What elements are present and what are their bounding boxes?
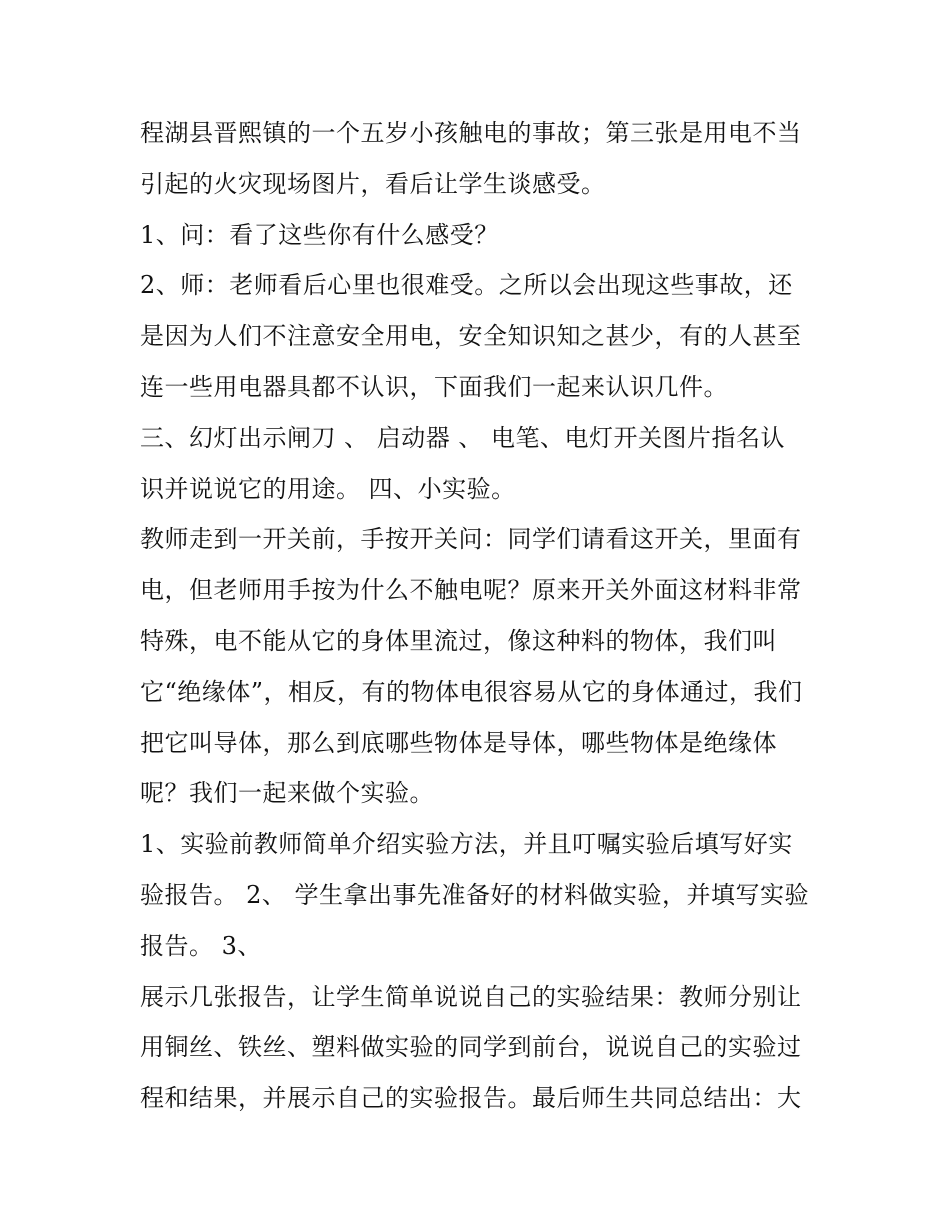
- text-line: 识并说说它的用途。 四、小实验。: [140, 474, 516, 503]
- text-line: 2、师：老师看后心里也很难受。之所以会出现这些事故，还: [140, 271, 793, 300]
- text-line: 三、幻灯出示闸刀 、 启动器 、 电笔、电灯开关图片指名认: [140, 423, 786, 452]
- document-body: [140, 108, 820, 1124]
- text-line: 教师走到一开关前，手按开关问：同学们请看这开关，里面有: [140, 525, 802, 554]
- text-line: 电，但老师用手按为什么不触电呢？原来开关外面这材料非常: [140, 576, 802, 605]
- text-line: 程和结果，并展示自己的实验报告。最后师生共同总结出：大: [140, 1084, 802, 1113]
- text-line: 报告。 3、: [140, 931, 262, 960]
- text-line: 把它叫导体，那么到底哪些物体是导体，哪些物体是绝缘体: [140, 728, 777, 757]
- text-line: 用铜丝、铁丝、塑料做实验的同学到前台，说说自己的实验过: [140, 1033, 802, 1062]
- text-line: 引起的火灾现场图片，看后让学生谈感受。: [140, 169, 606, 198]
- text-line: 验报告。 2、 学生拿出事先准备好的材料做实验，并填写实验: [140, 880, 810, 909]
- text-line: 呢？我们一起来做个实验。: [140, 779, 434, 808]
- text-line: 展示几张报告，让学生简单说说自己的实验结果：教师分别让: [140, 982, 802, 1011]
- text-line: 是因为人们不注意安全用电，安全知识知之甚少，有的人甚至: [140, 322, 802, 351]
- text-line: 它“绝缘体”，相反，有的物体电很容易从它的身体通过，我们: [140, 677, 803, 706]
- text-line: 程湖县晋熙镇的一个五岁小孩触电的事故；第三张是用电不当: [140, 119, 802, 147]
- text-line: 连一些用电器具都不认识，下面我们一起来认识几件。: [140, 372, 728, 401]
- text-line: 特殊，电不能从它的身体里流过，像这种料的物体，我们叫: [140, 626, 777, 655]
- text-line: 1、问：看了这些你有什么感受？: [140, 220, 499, 249]
- text-line: 1、实验前教师简单介绍实验方法，并且叮嘱实验后填写好实: [140, 830, 793, 859]
